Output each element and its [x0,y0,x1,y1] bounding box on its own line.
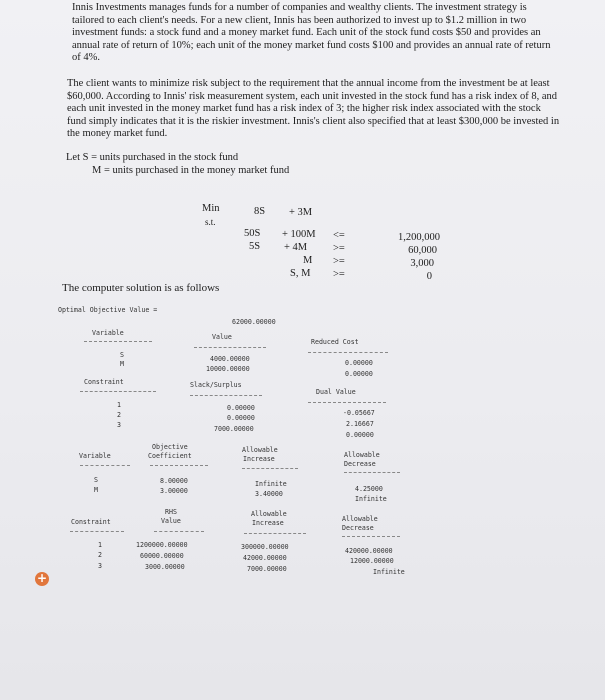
constraint-2-rhs: 60,000 [408,245,437,256]
ranging-header-increase: Increase [243,455,275,463]
variables-header-variable: Variable [92,329,124,337]
solution-intro: The computer solution is as follows [62,282,220,294]
plus-icon[interactable]: + [36,571,48,585]
ranging-row-1-decrease: 4.25000 [355,485,383,493]
rhs-row-2-increase: 42000.00000 [243,554,287,562]
constraints-row-1-slack: 0.00000 [227,404,255,412]
rhs-row-3-value: 3000.00000 [145,563,185,571]
objective-term-m: + 3M [289,207,313,218]
constraints-row-3-slack: 7000.00000 [214,425,254,433]
ranging-row-1-coefficient: 8.00000 [160,477,188,485]
constraint-2-op: >= [333,243,345,254]
rhs-header-decrease: Decrease [342,524,374,532]
constraints-row-2-slack: 0.00000 [227,414,255,422]
constraint-3-lhs: M [303,255,313,266]
objective-label: Min [202,203,220,214]
rhs-row-2-constraint: 2 [98,551,102,559]
rhs-header-rhs: RHS [165,508,177,516]
constraint-4-rhs: 0 [426,271,432,282]
constraints-row-3-dual: 0.00000 [346,431,374,439]
constraint-3-op: >= [333,256,345,267]
variables-row-1-reduced-cost: 0.00000 [345,359,373,367]
constraints-row-1-dual: -0.05667 [343,409,375,417]
variables-row-2-name: M [120,360,124,368]
ranging-header-variable: Variable [79,452,111,460]
variables-row-1-value: 4000.00000 [210,355,250,363]
ranging-header-objective: Objective [152,443,188,451]
constraints-row-2-id: 2 [117,411,121,419]
rhs-row-1-value: 1200000.00000 [136,541,188,549]
constraint-2-lhs2: + 4M [284,242,308,253]
optimal-objective-label: Optimal Objective Value = [58,306,158,314]
ranging-header-allowable-dec: Allowable [344,451,380,459]
constraint-3-rhs: 3,000 [410,258,434,269]
subject-to-label: s.t. [205,217,216,227]
rhs-row-1-increase: 300000.00000 [241,543,289,551]
problem-paragraph-2: The client wants to minimize risk subject to the requirement that the annual income from the investment be at least $60,000. According to Innis' risk measurement system, each unit invested in the stock fund has a risk index of 8, and each unit invested in the money market fund has a risk index of 3; the higher risk index associated with the stock fund simply indicates that it is the riskier investment. Innis's client also specified that at least $300,000 be invested in the money market fund. [67,78,560,139]
rhs-header-value: Value [161,517,181,525]
constraints-header-dual: Dual Value [316,388,356,396]
rhs-row-2-value: 60000.00000 [140,552,184,560]
ranging-header-coefficient: Coefficient [148,452,192,460]
rhs-header-allowable-dec: Allowable [342,515,378,523]
rhs-row-3-constraint: 3 [98,562,102,570]
rhs-header-increase: Increase [252,519,284,527]
variables-header-reduced-cost: Reduced Cost [311,338,359,346]
constraint-1-op: <= [333,230,345,241]
rhs-row-1-constraint: 1 [98,541,102,549]
constraints-row-1-id: 1 [117,401,121,409]
rhs-row-3-increase: 7000.00000 [247,565,287,573]
ranging-header-decrease: Decrease [344,460,376,468]
ranging-row-2-increase: 3.40000 [255,490,283,498]
constraints-row-2-dual: 2.16667 [346,420,374,428]
constraints-header-constraint: Constraint [84,378,124,386]
constraint-1-lhs2: + 100M [282,229,316,240]
constraints-header-slack: Slack/Surplus [190,381,242,389]
constraint-4-lhs: S, M [290,268,311,279]
objective-term-s: 8S [254,206,266,217]
constraints-row-3-id: 3 [117,421,121,429]
variables-row-2-value: 10000.00000 [206,365,250,373]
rhs-row-2-decrease: 12000.00000 [350,557,394,565]
variables-row-1-name: S [120,351,124,359]
rhs-row-3-decrease: Infinite [373,568,405,576]
variables-header-value: Value [212,333,232,341]
ranging-row-1-variable: S [94,476,98,484]
variable-definition-m: M = units purchased in the money market fund [92,165,290,176]
constraint-1-lhs1: 50S [244,228,261,239]
variable-definition-s: Let S = units purchased in the stock fund [66,152,239,163]
ranging-row-1-increase: Infinite [255,480,287,488]
constraint-1-rhs: 1,200,000 [398,232,440,243]
constraint-2-lhs1: 5S [249,241,261,252]
rhs-header-allowable-inc: Allowable [251,510,287,518]
ranging-row-2-decrease: Infinite [355,495,387,503]
problem-paragraph-1: Innis Investments manages funds for a number of companies and wealthy clients. The investment strategy is tailored to each client's needs. For a new client, Innis has been authorized to invest up to $1.2 million in two investment funds: a stock fund and a money market fund. Each unit of the stock fund costs $50 and provides an annual rate of return of 10%; each unit of the money market fund costs $100 and provides an annual rate of return of 4%. [72,2,551,63]
ranging-header-allowable-inc: Allowable [242,446,278,454]
rhs-row-1-decrease: 420000.00000 [345,547,393,555]
optimal-objective-value: 62000.00000 [232,318,276,326]
ranging-row-2-coefficient: 3.00000 [160,487,188,495]
rhs-header-constraint: Constraint [71,518,111,526]
constraint-4-op: >= [333,269,345,280]
ranging-row-2-variable: M [94,486,98,494]
variables-row-2-reduced-cost: 0.00000 [345,370,373,378]
